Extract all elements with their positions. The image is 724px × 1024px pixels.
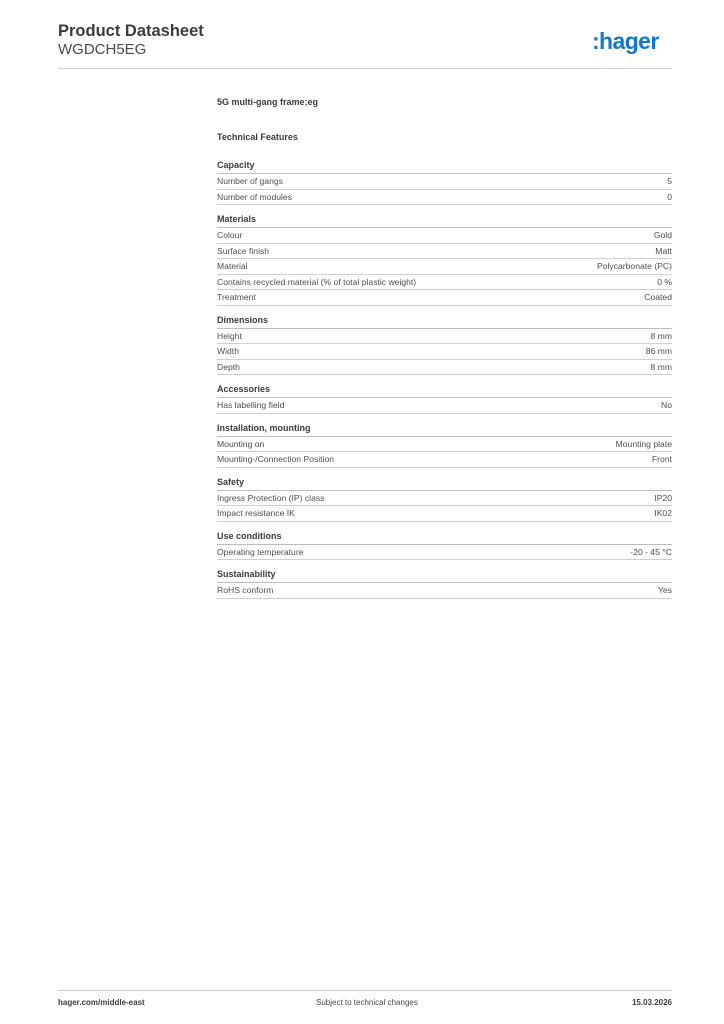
feature-row	[217, 228, 672, 244]
feature-row	[217, 259, 672, 275]
feature-value: 5	[667, 176, 672, 187]
product-name: 5G multi-gang frame;eg	[217, 97, 319, 107]
section-title: Accessories	[217, 375, 672, 398]
product-code: WGDCH5EG	[58, 41, 147, 58]
feature-row	[217, 360, 672, 376]
feature-row	[217, 491, 672, 507]
feature-label: Surface finish	[217, 245, 270, 256]
feature-section	[217, 306, 672, 376]
feature-value: 0 %	[657, 276, 672, 287]
section-title: Safety	[217, 468, 672, 491]
feature-label: Contains recycled material (% of total plastic weight)	[217, 276, 417, 287]
feature-label: Impact resistance IK	[217, 508, 295, 519]
section-title: Use conditions	[217, 522, 672, 545]
feature-value: Matt	[655, 245, 672, 256]
feature-label: Mounting on	[217, 438, 265, 449]
feature-section	[217, 468, 672, 522]
feature-value: IK02	[654, 508, 672, 519]
section-title: Sustainability	[217, 560, 672, 583]
feature-label: Mounting-/Connection Position	[217, 454, 335, 465]
feature-label: Depth	[217, 361, 240, 372]
feature-label: Ingress Protection (IP) class	[217, 492, 325, 503]
feature-row	[217, 583, 672, 599]
hager-logo: :hager	[592, 28, 659, 54]
feature-section	[217, 414, 672, 468]
feature-row	[217, 506, 672, 522]
feature-value: Yes	[657, 585, 672, 596]
feature-section	[217, 151, 672, 205]
feature-value: 86 mm	[645, 346, 672, 357]
header-divider	[58, 68, 672, 69]
section-title: Installation, mounting	[217, 414, 672, 437]
feature-row	[217, 190, 672, 206]
feature-value: Coated	[644, 292, 672, 303]
feature-label: Number of gangs	[217, 176, 283, 187]
section-title: Capacity	[217, 151, 672, 174]
feature-row	[217, 275, 672, 291]
feature-row	[217, 437, 672, 453]
feature-row	[217, 545, 672, 561]
feature-row	[217, 244, 672, 260]
feature-value: Front	[651, 454, 672, 465]
feature-value: IP20	[654, 492, 672, 503]
feature-value: 0	[667, 191, 672, 202]
section-title: Dimensions	[217, 306, 672, 329]
feature-label: RoHS conform	[217, 585, 274, 596]
feature-label: Number of modules	[217, 191, 292, 202]
feature-value: No	[661, 400, 672, 411]
feature-section	[217, 522, 672, 561]
feature-label: Treatment	[217, 292, 256, 303]
feature-row	[217, 174, 672, 190]
footer-website: hager.com/middle-east	[58, 998, 145, 1007]
feature-label: Colour	[217, 230, 243, 241]
feature-label: Material	[217, 261, 248, 272]
feature-value: Polycarbonate (PC)	[597, 261, 672, 272]
feature-value: Mounting plate	[615, 438, 672, 449]
datasheet-content	[217, 92, 672, 599]
footer-date: 15.03.2026	[631, 998, 672, 1007]
feature-value: -20 - 45 °C	[630, 546, 672, 557]
feature-label: Height	[217, 330, 242, 341]
feature-label: Operating temperature	[217, 546, 304, 557]
feature-section	[217, 375, 672, 414]
feature-value: Gold	[653, 230, 672, 241]
page-header	[58, 22, 204, 59]
footer-notice: Subject to technical changes	[316, 998, 418, 1007]
feature-sections	[217, 151, 672, 599]
feature-row	[217, 344, 672, 360]
feature-value: 8 mm	[650, 330, 672, 341]
feature-value: 8 mm	[650, 361, 672, 372]
feature-row	[217, 398, 672, 414]
document-title: Product Datasheet	[58, 22, 204, 40]
feature-label: Has labelling field	[217, 400, 285, 411]
feature-row	[217, 329, 672, 345]
feature-section	[217, 560, 672, 599]
section-title: Materials	[217, 205, 672, 228]
feature-label: Width	[217, 346, 239, 357]
feature-row	[217, 452, 672, 468]
feature-row	[217, 290, 672, 306]
feature-section	[217, 205, 672, 306]
footer-divider	[58, 990, 672, 991]
technical-features-title: Technical Features	[217, 132, 298, 142]
